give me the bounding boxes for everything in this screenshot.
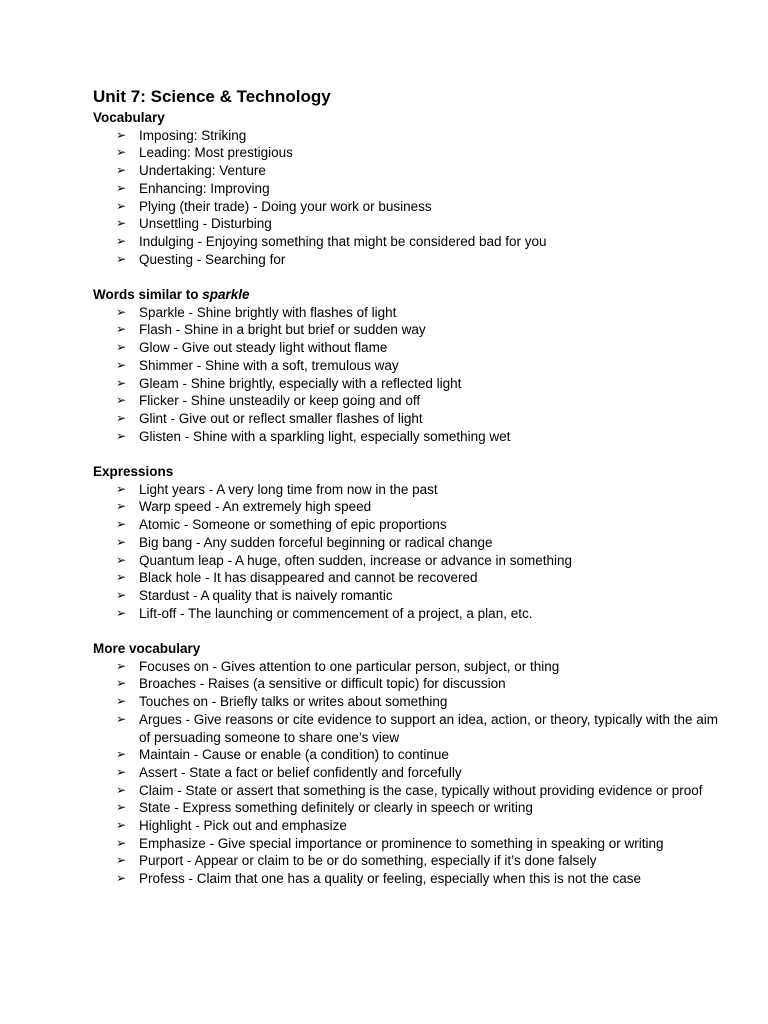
list-item-text: Shimmer - Shine with a soft, tremulous way	[139, 357, 399, 373]
list-item	[93, 339, 733, 357]
list-item-text: Assert - State a fact or belief confidently and forcefully	[139, 764, 462, 780]
bullet-list	[93, 481, 733, 623]
list-item	[93, 693, 733, 711]
arrow-bullet-icon: ➢	[116, 764, 127, 779]
list-item-text: Profess - Claim that one has a quality or feeling, especially when this is not the case	[139, 871, 642, 887]
arrow-bullet-icon: ➢	[116, 410, 127, 425]
list-item	[93, 375, 733, 393]
list-item	[93, 215, 733, 233]
list-item-text: Purport - Appear or claim to be or do something, especially if it’s done falsely	[139, 853, 597, 869]
sections-container	[93, 109, 733, 888]
section-heading-text: Vocabulary	[93, 110, 165, 125]
list-item	[93, 251, 733, 269]
section-heading-text: Words similar to	[93, 287, 203, 303]
list-item	[93, 852, 733, 870]
arrow-bullet-icon: ➢	[116, 605, 127, 620]
list-item-text: Glow - Give out steady light without flame	[139, 340, 388, 356]
arrow-bullet-icon: ➢	[116, 782, 127, 797]
arrow-bullet-icon: ➢	[116, 711, 127, 726]
section-heading	[93, 109, 733, 127]
section-spacer	[93, 622, 733, 640]
list-item-text: Highlight - Pick out and emphasize	[139, 818, 347, 834]
list-item	[93, 587, 733, 605]
list-item	[93, 392, 733, 410]
arrow-bullet-icon: ➢	[116, 357, 127, 372]
list-item-text: Flicker - Shine unsteadily or keep going and off	[139, 393, 421, 409]
section-heading-text: Expressions	[93, 464, 174, 480]
arrow-bullet-icon: ➢	[116, 198, 127, 213]
list-item	[93, 304, 733, 322]
list-item	[93, 782, 733, 800]
list-item	[93, 552, 733, 570]
list-item	[93, 144, 733, 162]
arrow-bullet-icon: ➢	[116, 658, 127, 673]
list-item-text: Sparkle - Shine brightly with flashes of light	[139, 304, 397, 320]
arrow-bullet-icon: ➢	[116, 216, 127, 231]
arrow-bullet-icon: ➢	[116, 853, 127, 868]
list-item-text: Light years - A very long time from now in the past	[139, 481, 438, 497]
list-item	[93, 233, 733, 251]
arrow-bullet-icon: ➢	[116, 180, 127, 195]
list-item	[93, 481, 733, 499]
arrow-bullet-icon: ➢	[116, 163, 127, 178]
list-item-text: Black hole - It has disappeared and cannot be recovered	[139, 570, 478, 586]
section-spacer	[93, 268, 733, 286]
list-item-text: Glisten - Shine with a sparkling light, especially something wet	[139, 428, 511, 444]
list-item-text: Stardust - A quality that is naively romantic	[139, 587, 393, 603]
section-heading-text: More vocabulary	[93, 641, 201, 657]
list-item	[93, 428, 733, 446]
document-page	[93, 86, 733, 888]
list-item-text: Enhancing: Improving	[139, 180, 270, 196]
arrow-bullet-icon: ➢	[116, 428, 127, 443]
list-item-text: Argues - Give reasons or cite evidence to support an idea, action, or theory, typically with the aim of persuading someone to share one’s view	[139, 711, 719, 745]
arrow-bullet-icon: ➢	[116, 835, 127, 850]
list-item	[93, 498, 733, 516]
list-item-text: State - Express something definitely or clearly in speech or writing	[139, 800, 533, 816]
bullet-list	[93, 127, 733, 269]
list-item	[93, 127, 733, 145]
list-item-text: Lift-off - The launching or commencement of a project, a plan, etc.	[139, 605, 533, 621]
arrow-bullet-icon: ➢	[116, 375, 127, 390]
arrow-bullet-icon: ➢	[116, 676, 127, 691]
list-item	[93, 516, 733, 534]
arrow-bullet-icon: ➢	[116, 517, 127, 532]
list-item-text: Focuses on - Gives attention to one particular person, subject, or thing	[139, 658, 560, 674]
arrow-bullet-icon: ➢	[116, 552, 127, 567]
list-item	[93, 746, 733, 764]
list-item-text: Imposing: Striking	[139, 127, 247, 143]
list-item-text: Touches on - Briefly talks or writes about something	[139, 694, 448, 710]
list-item-text: Atomic - Someone or something of epic proportions	[139, 517, 447, 533]
list-item-text: Flash - Shine in a bright but brief or sudden way	[139, 322, 426, 338]
list-item	[93, 675, 733, 693]
list-item	[93, 764, 733, 782]
list-item-text: Broaches - Raises (a sensitive or difficult topic) for discussion	[139, 676, 506, 692]
list-item	[93, 711, 733, 746]
list-item-text: Maintain - Cause or enable (a condition) to continue	[139, 747, 449, 763]
page-title: Unit 7: Science & Technology	[93, 87, 331, 106]
bullet-list	[93, 304, 733, 446]
arrow-bullet-icon: ➢	[116, 304, 127, 319]
arrow-bullet-icon: ➢	[116, 570, 127, 585]
arrow-bullet-icon: ➢	[116, 694, 127, 709]
section-spacer	[93, 445, 733, 463]
arrow-bullet-icon: ➢	[116, 393, 127, 408]
list-item	[93, 357, 733, 375]
arrow-bullet-icon: ➢	[116, 499, 127, 514]
section-heading	[93, 640, 733, 658]
list-item	[93, 162, 733, 180]
list-item-text: Undertaking: Venture	[139, 163, 266, 179]
arrow-bullet-icon: ➢	[116, 251, 127, 266]
list-item	[93, 180, 733, 198]
arrow-bullet-icon: ➢	[116, 587, 127, 602]
bullet-list	[93, 658, 733, 888]
arrow-bullet-icon: ➢	[116, 340, 127, 355]
arrow-bullet-icon: ➢	[116, 145, 127, 160]
arrow-bullet-icon: ➢	[116, 233, 127, 248]
arrow-bullet-icon: ➢	[116, 481, 127, 496]
list-item	[93, 835, 733, 853]
arrow-bullet-icon: ➢	[116, 818, 127, 833]
list-item-text: Glint - Give out or reflect smaller flashes of light	[139, 410, 423, 426]
section-heading	[93, 463, 733, 481]
arrow-bullet-icon: ➢	[116, 322, 127, 337]
list-item	[93, 870, 733, 888]
list-item	[93, 410, 733, 428]
list-item-text: Emphasize - Give special importance or prominence to something in speaking or writing	[139, 835, 664, 851]
list-item	[93, 799, 733, 817]
list-item-text: Gleam - Shine brightly, especially with a reflected light	[139, 375, 462, 391]
list-item-text: Claim - State or assert that something is the case, typically without providing evidence or proof	[139, 782, 703, 798]
list-item	[93, 817, 733, 835]
list-item	[93, 321, 733, 339]
list-item-text: Leading: Most prestigious	[139, 145, 293, 161]
section-heading	[93, 286, 733, 304]
list-item-text: Indulging - Enjoying something that might be considered bad for you	[139, 233, 547, 249]
list-item	[93, 198, 733, 216]
section-heading-emphasis: sparkle	[202, 287, 250, 303]
list-item-text: Questing - Searching for	[139, 251, 286, 267]
list-item-text: Big bang - Any sudden forceful beginning or radical change	[139, 534, 493, 550]
list-item-text: Unsettling - Disturbing	[139, 216, 272, 232]
list-item-text: Quantum leap - A huge, often sudden, increase or advance in something	[139, 552, 573, 568]
arrow-bullet-icon: ➢	[116, 534, 127, 549]
arrow-bullet-icon: ➢	[116, 871, 127, 886]
arrow-bullet-icon: ➢	[116, 127, 127, 142]
arrow-bullet-icon: ➢	[116, 800, 127, 815]
list-item	[93, 605, 733, 623]
list-item-text: Warp speed - An extremely high speed	[139, 499, 372, 515]
list-item	[93, 658, 733, 676]
list-item	[93, 534, 733, 552]
arrow-bullet-icon: ➢	[116, 747, 127, 762]
list-item-text: Plying (their trade) - Doing your work or business	[139, 198, 432, 214]
list-item	[93, 569, 733, 587]
